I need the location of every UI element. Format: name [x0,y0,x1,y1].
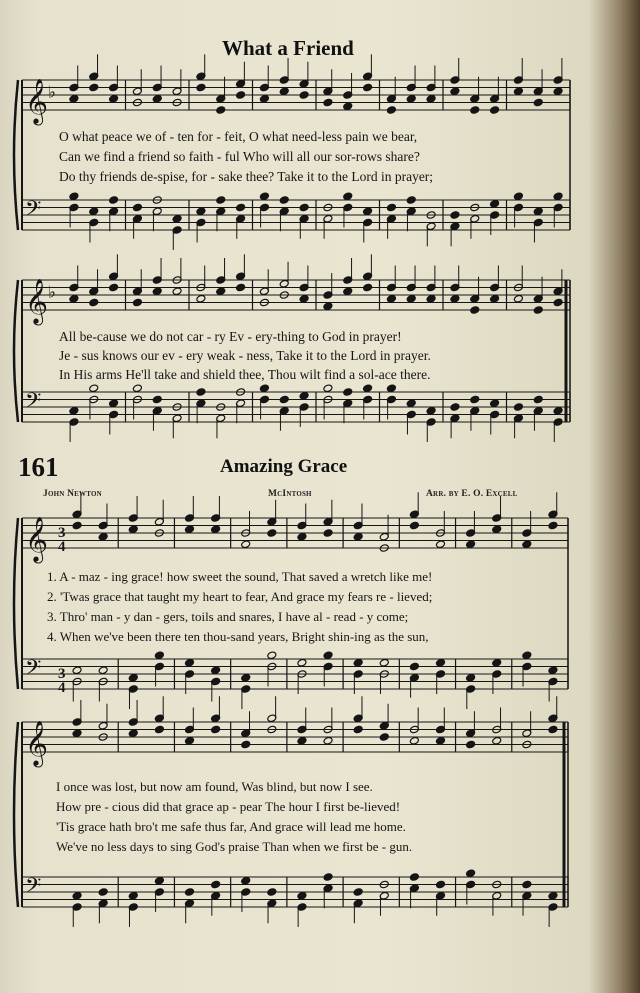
note-head [185,888,195,897]
note-head [109,283,119,292]
note-head [363,283,373,292]
note-head [436,880,446,889]
note-head [72,521,82,530]
note-head [241,673,251,682]
note-head [279,395,289,404]
note-head [89,83,99,92]
note-head [513,403,523,412]
note-head [553,406,563,415]
note-head [466,673,476,682]
credit-arranged-by: Arr. by E. O. Excell [426,489,518,499]
hymn-title-what-a-friend: What a Friend [222,36,354,60]
note-head [353,532,363,541]
note-head [132,384,142,393]
flat-icon: ♭ [48,82,56,102]
note-head [211,725,221,734]
note-head [196,294,206,303]
note-head [89,298,99,307]
bass-clef-icon: 𝄢 [25,196,42,227]
note-head [553,192,563,201]
treble-clef-icon: 𝄞 [25,721,49,766]
waf-system-1-brace [14,80,18,230]
note-head [409,873,419,882]
note-head [279,196,289,205]
hymn-number: 161 [18,452,59,482]
note-head [89,207,99,216]
note-head [386,203,396,212]
note-head [299,294,309,303]
note-head [211,525,221,534]
note-head [259,192,269,201]
note-head [490,294,500,303]
note-head [323,98,333,107]
note-head [363,83,373,92]
note-head [533,207,543,216]
note-head [267,651,277,660]
note-head [128,729,138,738]
note-head [216,106,226,115]
note-head [343,192,353,201]
note-head [406,399,416,408]
note-head [466,540,476,549]
bass-clef-icon: 𝄢 [25,873,42,904]
note-head [450,294,460,303]
note-head [323,651,333,660]
lyric-line: 'Tis grace hath bro't me safe thus far, And grace will lead me home. [56,819,406,834]
treble-clef-icon: 𝄞 [25,79,49,124]
lyric-line: 3. Thro' man - y dan - gers, toils and snares, I have al - read - y come; [47,609,409,624]
lyric-line: How pre - cious did that grace ap - pear The hour I first be-lieved! [56,799,401,814]
note-head [470,106,480,115]
note-head [185,525,195,534]
note-head [267,529,277,538]
lyric-line: Can we find a friend so faith - ful Who will all our sor-rows share? [59,149,420,164]
note-head [196,207,206,216]
note-head [490,399,500,408]
note-head [450,211,460,220]
note-head [132,298,142,307]
note-head [297,658,307,667]
note-head [241,540,251,549]
note-head [409,521,419,530]
note-head [98,888,108,897]
note-head [297,736,307,745]
note-head [241,876,251,885]
note-head [363,384,373,393]
time-signature: 4 [58,680,66,696]
note-head [426,94,436,103]
note-head [172,287,182,296]
note-head [492,525,502,534]
note-head [236,283,246,292]
note-head [386,106,396,115]
note-head [426,294,436,303]
note-head [154,725,164,734]
note-head [211,666,221,675]
note-head [211,880,221,889]
note-head [69,406,79,415]
ag-system-2-brace [14,722,18,907]
note-head [490,106,500,115]
treble-clef-icon: 𝄞 [25,279,49,324]
lyric-line: In His arms He'll take and shield thee, Thou wilt find a sol-ace there. [59,367,431,382]
note-head [72,891,82,900]
hymn-title-amazing-grace: Amazing Grace [220,456,348,477]
note-head [490,199,500,208]
lyric-line: Je - sus knows our ev - ery weak - ness, Take it to the Lord in prayer. [59,348,431,363]
note-head [185,658,195,667]
note-head [406,94,416,103]
note-head [152,395,162,404]
note-head [172,214,182,223]
note-head [436,736,446,745]
note-head [297,532,307,541]
note-head [128,525,138,534]
note-head [109,399,119,408]
note-head [470,395,480,404]
lyric-line: 1. A - maz - ing grace! how sweet the sound, That saved a wretch like me! [47,569,433,584]
note-head [241,740,251,749]
note-head [492,658,502,667]
note-head [533,306,543,315]
note-head [548,891,558,900]
note-head [513,192,523,201]
ag-system-1-brace [14,518,18,689]
note-head [353,658,363,667]
note-head [236,91,246,100]
note-head [426,406,436,415]
note-head [236,203,246,212]
treble-clef-icon: 𝄞 [25,517,49,562]
note-head [216,196,226,205]
note-head [343,102,353,111]
note-head [553,87,563,96]
note-head [154,651,164,660]
note-head [98,666,108,675]
lyric-line: 4. When we've been there ten thou-sand years, Bright shin-ing as the sun, [47,629,429,644]
note-head [152,287,162,296]
time-signature: 3 [58,666,66,682]
note-head [299,203,309,212]
note-head [196,388,206,397]
note-head [323,873,333,882]
lyric-line: 2. 'Twas grace that taught my heart to fear, And grace my fears re - lieved; [47,589,433,604]
note-head [379,658,389,667]
note-head [548,521,558,530]
note-head [553,298,563,307]
note-head [533,98,543,107]
note-head [363,207,373,216]
note-head [109,94,119,103]
note-head [267,888,277,897]
flat-icon: ♭ [48,282,56,302]
note-head [470,306,480,315]
note-head [299,91,309,100]
note-head [259,384,269,393]
note-head [323,384,333,393]
bass-clef-icon: 𝄢 [25,655,42,686]
note-head [259,94,269,103]
note-head [72,666,82,675]
note-head [450,403,460,412]
credit-tune: McIntosh [268,489,312,499]
note-head [89,384,99,393]
note-head [196,83,206,92]
note-head [299,391,309,400]
lyric-line: Do thy friends de-spise, for - sake thee? Take it to the Lord in prayer; [59,169,434,184]
note-head [522,651,532,660]
note-head [216,287,226,296]
note-head [297,891,307,900]
note-head [69,192,79,201]
note-head [343,287,353,296]
note-head [406,196,416,205]
note-head [152,94,162,103]
waf-system-2-brace [14,280,18,422]
note-head [409,662,419,671]
note-head [522,880,532,889]
note-head [343,388,353,397]
lyric-line: I once was lost, but now am found, Was blind, but now I see. [56,779,373,794]
note-head [109,196,119,205]
note-head [548,666,558,675]
lyric-line: We've no less days to sing God's praise Than when we first be - gun. [56,839,413,854]
note-head [409,736,419,745]
note-head [185,736,195,745]
note-head [279,87,289,96]
lyric-line: O what peace we of - ten for - feit, O what need-less pain we bear, [59,129,418,144]
note-head [466,869,476,878]
credit-words-by: John Newton [43,489,102,499]
note-head [492,736,502,745]
lyric-line: All be-cause we do not car - ry Ev - ery-thing to God in prayer! [59,329,402,344]
note-head [379,733,389,742]
note-head [450,87,460,96]
note-head [69,94,79,103]
note-head [386,384,396,393]
note-head [513,294,523,303]
time-signature: 3 [58,525,66,541]
time-signature: 4 [58,539,66,555]
note-head [132,203,142,212]
note-head [353,725,363,734]
note-head [406,294,416,303]
note-head [466,740,476,749]
bass-clef-icon: 𝄢 [25,388,42,419]
note-head [154,876,164,885]
note-head [98,532,108,541]
note-head [513,87,523,96]
note-head [436,658,446,667]
note-head [353,888,363,897]
note-head [522,540,532,549]
note-head [323,529,333,538]
note-head [128,673,138,682]
note-head [128,891,138,900]
note-head [548,725,558,734]
note-head [69,294,79,303]
note-head [323,736,333,745]
note-head [533,395,543,404]
note-head [323,302,333,311]
note-head [72,729,82,738]
note-head [436,540,446,549]
note-head [386,294,396,303]
